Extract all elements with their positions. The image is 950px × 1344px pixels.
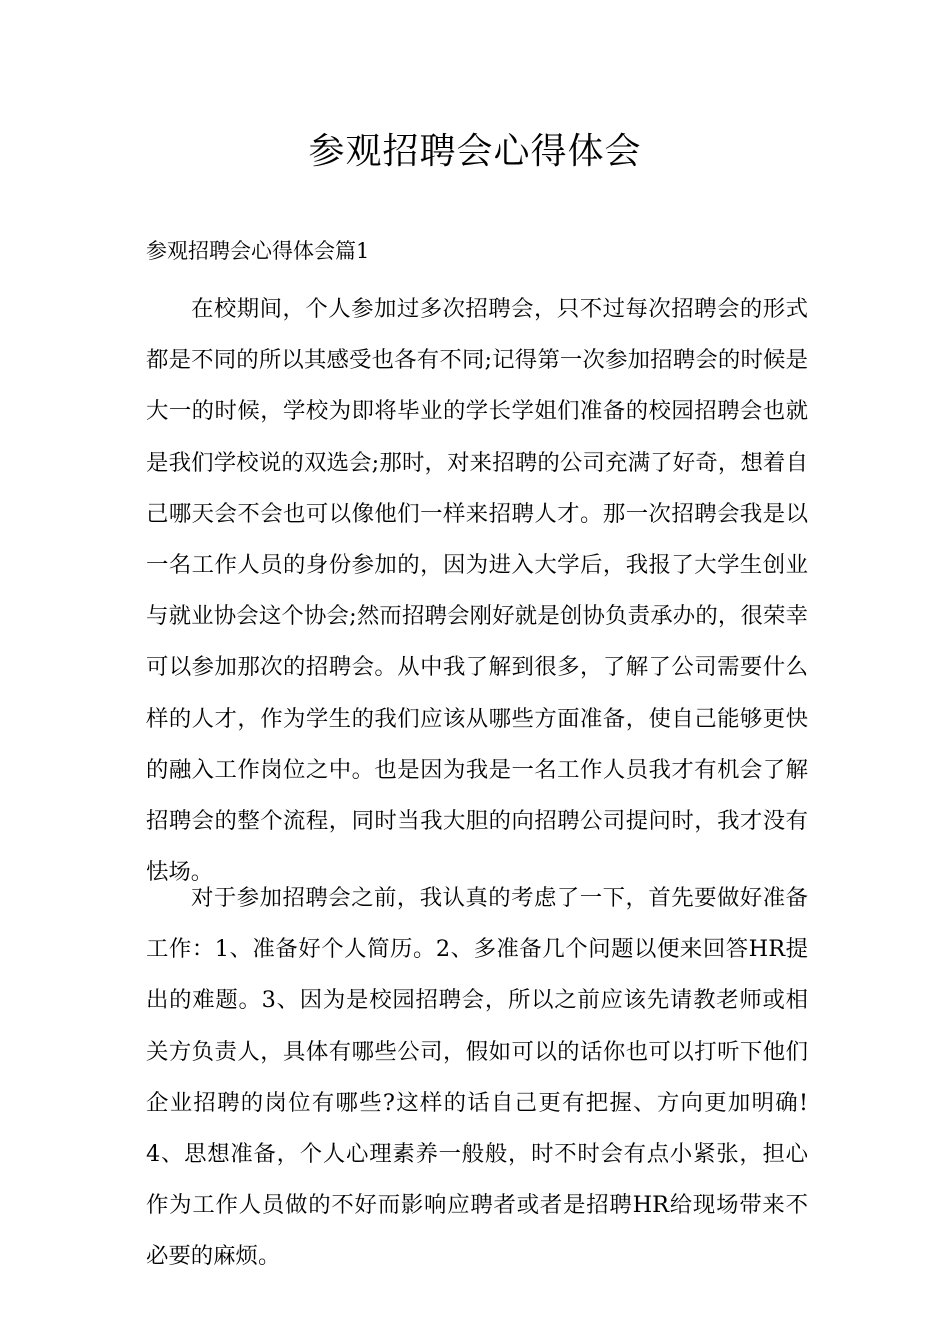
document-title: 参观招聘会心得体会 bbox=[308, 131, 642, 172]
body-paragraph: 在校期间，个人参加过多次招聘会，只不过每次招聘会的形式都是不同的所以其感受也各有不同;记得第一次参加招聘会的时候是大一的时候，学校为即将毕业的学长学姐们准备的校园招聘会也就是我们学校说的双选会;那时，对来招聘的公司充满了好奇，想着自己哪天会不会也可以像他们一样来招聘人才。那一次招聘会我是以一名工作人员的身份参加的，因为进入大学后，我报了大学生创业与就业协会这个协会;然而招聘会刚好就是创协负责承办的，很荣幸可以参加那次的招聘会。从中我了解到很多，了解了公司需要什么样的人才，作为学生的我们应该从哪些方面准备，使自己能够更快的融入工作岗位之中。也是因为我是一名工作人员我才有机会了解招聘会的整个流程，同时当我大胆的向招聘公司提问时，我才没有怯场。 bbox=[146, 296, 808, 886]
section-heading: 参观招聘会心得体会篇1 bbox=[146, 239, 370, 263]
body-paragraph: 对于参加招聘会之前，我认真的考虑了一下，首先要做好准备工作：1、准备好个人简历。2、多准备几个问题以便来回答HR提出的难题。3、因为是校园招聘会，所以之前应该先请教老师或相关方负责人，具体有哪些公司，假如可以的话你也可以打听下他们企业招聘的岗位有哪些?这样的话自己更有把握、方向更加明确!4、思想准备，个人心理素养一般般，时不时会有点小紧张，担心作为工作人员做的不好而影响应聘者或者是招聘HR给现场带来不必要的麻烦。 bbox=[146, 885, 808, 1270]
